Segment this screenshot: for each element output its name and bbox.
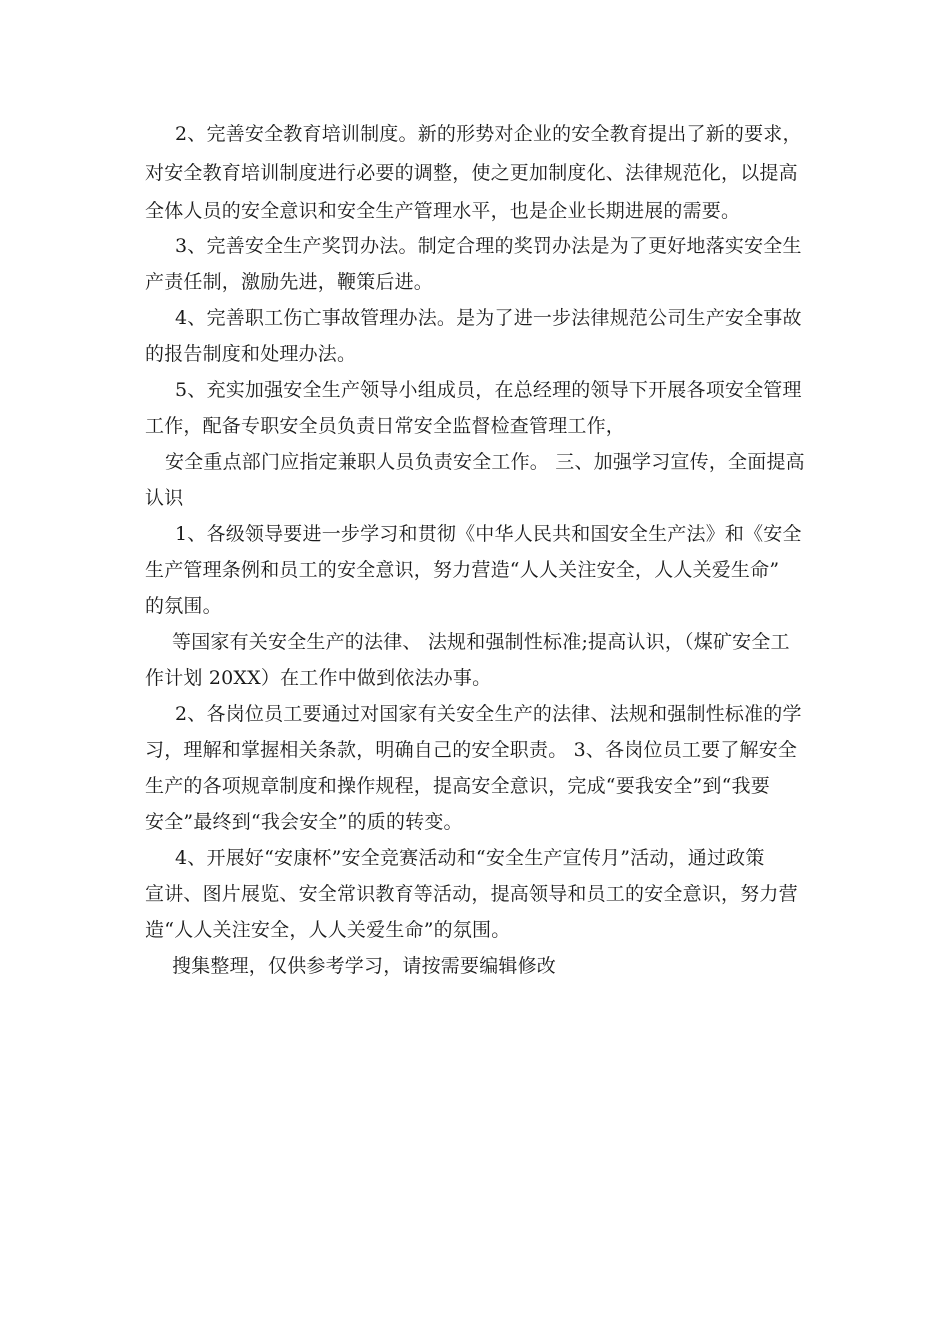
text-line: 造“人人关注安全，人人关爱生命”的氛围。 [145,919,511,941]
text-line: 认识 [145,487,184,509]
text-line: 对安全教育培训制度进行必要的调整，使之更加制度化、法律规范化，以提高 [145,162,798,184]
text-line: 5、充实加强安全生产领导小组成员，在总经理的领导下开展各项安全管理 [175,379,802,401]
text-line: 1、各级领导要进一步学习和贯彻《中华人民共和国安全生产法》和《安全 [175,523,802,545]
text-line: 的氛围。 [145,595,222,617]
text-line: 安全”最终到“我会安全”的质的转变。 [145,811,463,833]
text-line: 生产管理条例和员工的安全意识，努力营造“人人关注安全，人人关爱生命” [145,559,780,581]
text-line: 2、各岗位员工要通过对国家有关安全生产的法律、法规和强制性标准的学 [175,703,802,725]
text-line: 搜集整理，仅供参考学习，请按需要编辑修改 [172,955,557,977]
text-line: 3、完善安全生产奖罚办法。制定合理的奖罚办法是为了更好地落实安全生 [175,235,802,257]
text-line: 宣讲、图片展览、安全常识教育等活动，提高领导和员工的安全意识，努力营 [145,883,798,905]
text-line: 4、完善职工伤亡事故管理办法。是为了进一步法律规范公司生产安全事故 [175,307,802,329]
text-line: 作计划 20XX）在工作中做到依法办事。 [145,667,492,689]
text-line: 安全重点部门应指定兼职人员负责安全工作。 三、加强学习宣传，全面提高 [165,451,805,473]
text-line: 2、完善安全教育培训制度。新的形势对企业的安全教育提出了新的要求， [175,123,802,145]
text-line: 的报告制度和处理办法。 [145,343,357,365]
text-line: 产责任制，激励先进，鞭策后进。 [145,271,434,293]
text-line: 等国家有关安全生产的法律、 法规和强制性标准;提高认识，（煤矿安全工 [172,631,790,653]
text-line: 全体人员的安全意识和安全生产管理水平，也是企业长期进展的需要。 [145,200,741,222]
text-line: 4、开展好“安康杯”安全竞赛活动和“安全生产宣传月”活动，通过政策 [175,847,765,869]
text-line: 习，理解和掌握相关条款，明确自己的安全职责。 3、各岗位员工要了解安全 [145,739,798,761]
text-line: 工作，配备专职安全员负责日常安全监督检查管理工作， [145,415,626,437]
text-line: 生产的各项规章制度和操作规程，提高安全意识，完成“要我安全”到“我要 [145,775,770,797]
